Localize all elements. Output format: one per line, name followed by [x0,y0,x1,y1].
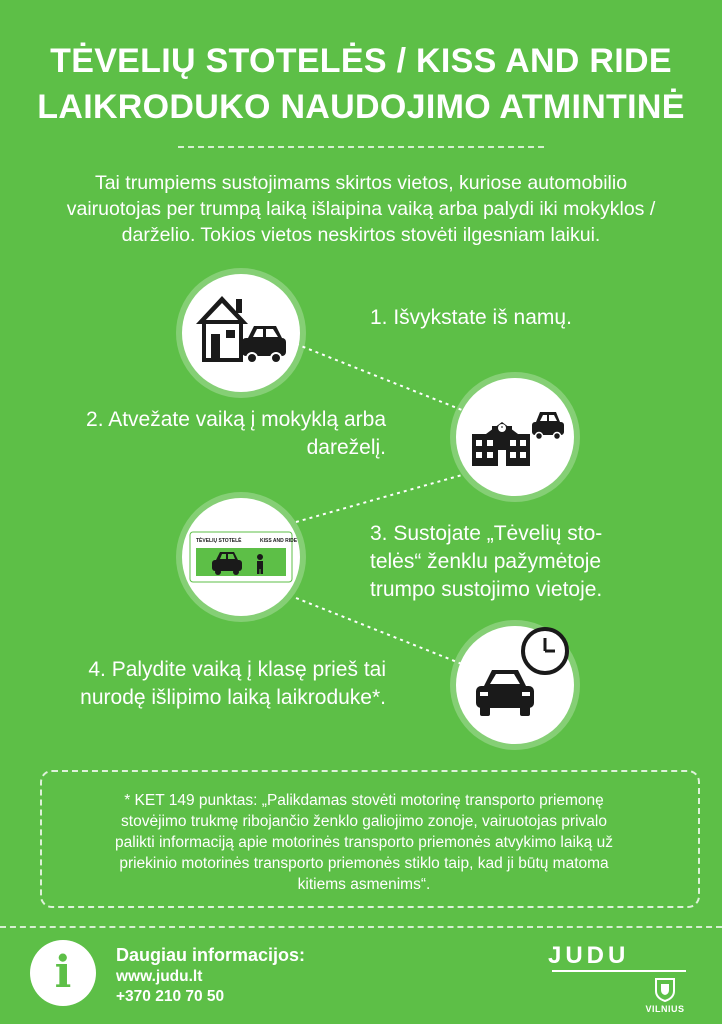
step-3-circle [182,498,300,616]
info-icon [30,940,96,1006]
footer-divider [0,926,722,928]
note-line-1: * KET 149 punktas: „Palikdamas stovėti motorinę transporto priemonę [124,792,604,809]
more-info-heading: Daugiau informacijos: [116,945,306,965]
kiss-and-ride-sign-icon [182,498,300,616]
legal-note-text [54,790,674,895]
intro-line-3: darželio. Tokios vietos neskirtos stovėti ilgesniam laikui. [121,224,601,246]
step-2-line-1: 2. Atvežate vaiką į mokyklą arba [86,408,386,431]
step-3-line-1: 3. Sustojate „Tėvelių sto- [370,522,603,545]
step-2-line-2: dareželį. [306,436,386,459]
connector-3-4 [296,598,462,664]
title-line-2: LAIKRODUKO NAUDOJIMO ATMINTINĖ [37,88,685,126]
school-and-car-icon [456,378,574,496]
intro-line-2: vairuotojas per trumpą laiką išlaipina vaiką arba palydi iki mokyklos / [66,198,656,220]
judu-logo-underline [552,970,686,972]
note-line-2: stovėjimo trukmę ribojančio ženklo galiojimo zonoje, vairuotojas privalo [121,813,607,830]
clock-icon [520,626,570,676]
website-link[interactable]: www.judu.lt [116,968,203,985]
step-2-text [46,406,386,462]
step-4-line-1: 4. Palydite vaiką į klasę prieš tai [88,658,386,681]
intro-line-1: Tai trumpiems sustojimams skirtos vietos, kuriose automobilio [94,172,628,194]
connector-2-3 [296,475,462,522]
step-2-circle [456,378,574,496]
sign-label-right: KISS AND RIDE [260,538,298,544]
connector-1-2 [296,344,462,410]
title-line-1: TĖVELIŲ STOTELĖS / KISS AND RIDE [50,42,672,80]
note-line-3: palikti informaciją apie motorinės transporto priemonės atvykimo laiką už [115,834,613,851]
step-4-text [46,656,386,712]
judu-logo: JUDU [548,942,630,969]
step-4-line-2: nurodę išlipimo laiką laikroduke*. [80,686,386,709]
note-line-4: priekinio motorinės transporto priemonės stiklo taip, kad ji būtų matoma [119,855,609,872]
house-and-car-icon [182,274,300,392]
info-symbol: i [54,947,72,998]
vilnius-coat-of-arms-icon [653,976,677,1002]
phone-number: +370 210 70 50 [116,988,225,1005]
step-1-circle [182,274,300,392]
vilnius-label: VILNIUS [645,1004,685,1014]
step-1-text: 1. Išvykstate iš namų. [370,306,572,329]
note-line-5: kitiems asmenims“. [297,876,431,893]
step-3-line-2: telės“ ženklu pažymėtoje [370,550,602,573]
sign-label-left: TĖVELIŲ STOTELĖ [196,538,242,544]
step-3-text [370,520,602,604]
step-3-line-3: trumpo sustojimo vietoje. [370,578,603,601]
